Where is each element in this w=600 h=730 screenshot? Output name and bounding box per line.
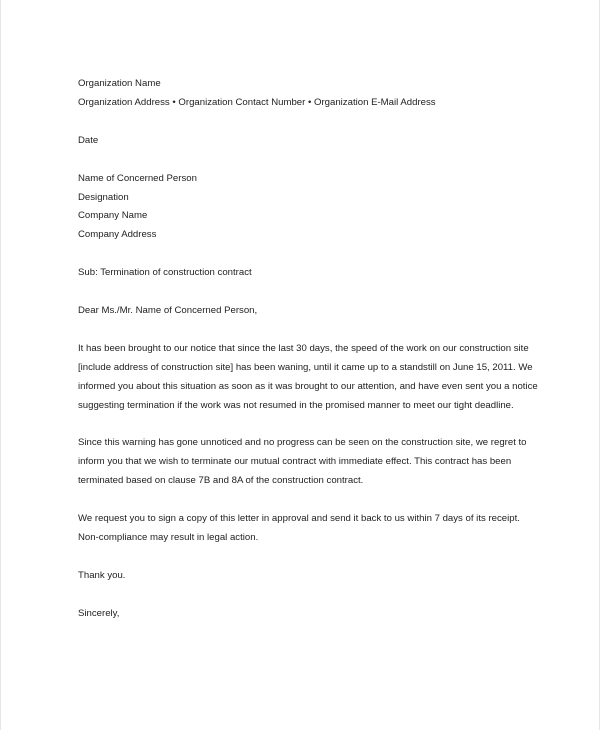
- paragraph-2-line: terminated based on clause 7B and 8A of the construction contract.: [78, 475, 364, 486]
- subject-line: Sub: Termination of construction contract: [78, 267, 252, 278]
- organization-name: Organization Name: [78, 78, 161, 89]
- paragraph-2-line: inform you that we wish to terminate our mutual contract with immediate effect. This contract has been: [78, 456, 512, 467]
- paragraph-3-line: Non-compliance may result in legal action.: [78, 532, 259, 543]
- organization-contact-line: Organization Address • Organization Contact Number • Organization E-Mail Address: [78, 97, 436, 108]
- thank-you-line: Thank you.: [78, 570, 126, 581]
- closing-line: Sincerely,: [78, 608, 120, 619]
- paragraph-2-line: Since this warning has gone unnoticed and no progress can be seen on the construction site, we regret to: [78, 437, 527, 448]
- paragraph-3-line: We request you to sign a copy of this letter in approval and send it back to us within 7 days of its receipt.: [78, 513, 520, 524]
- paragraph-1-line: informed you about this situation as soon as it was brought to our attention, and have even sent you a notice: [78, 381, 538, 392]
- recipient-company-name: Company Name: [78, 210, 148, 221]
- recipient-company-address: Company Address: [78, 229, 157, 240]
- salutation: Dear Ms./Mr. Name of Concerned Person,: [78, 305, 258, 316]
- recipient-name: Name of Concerned Person: [78, 173, 197, 184]
- date-line: Date: [78, 135, 99, 146]
- paragraph-1-line: [include address of construction site] has been waning, until it came up to a standstill on June 15, 2011. We: [78, 362, 533, 373]
- paragraph-1-line: suggesting termination if the work was not resumed in the promised manner to meet our tight deadline.: [78, 400, 514, 411]
- paragraph-1-line: It has been brought to our notice that since the last 30 days, the speed of the work on our construction site: [78, 343, 529, 354]
- recipient-designation: Designation: [78, 192, 129, 203]
